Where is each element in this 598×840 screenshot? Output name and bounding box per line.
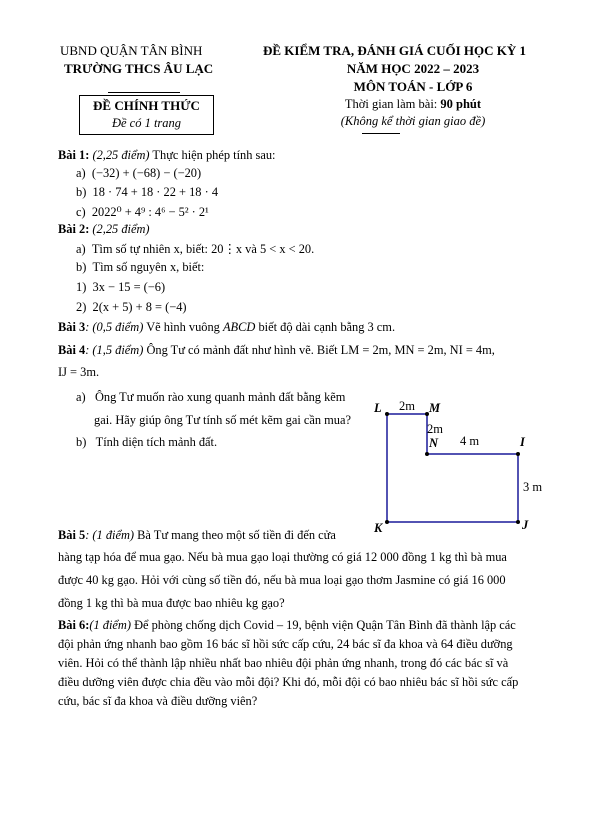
length-mn: 2m xyxy=(427,422,443,436)
bai1-c-label: c) xyxy=(76,205,86,219)
label-l: L xyxy=(374,401,382,415)
bai2-heading xyxy=(58,222,150,237)
bai2-a-text: Tìm số tự nhiên x, biết: 20⋮x và 5 < x < 20. xyxy=(91,242,315,256)
bai1-b-label: b) xyxy=(76,185,87,199)
bai5-points: : (1 điểm) xyxy=(85,528,135,542)
bai2-1-label: 1) xyxy=(76,280,87,294)
bai4-a-line2: gai. Hãy giúp ông Tư tính số mét kẽm gai cần mua? xyxy=(94,413,351,427)
bai1-item-b xyxy=(76,185,218,200)
bai2-2-label: 2) xyxy=(76,300,87,314)
exam-time xyxy=(263,97,563,112)
point-j xyxy=(516,520,520,524)
bai3-text-before: Vẽ hình vuông xyxy=(143,320,223,334)
subject: MÔN TOÁN - LỚP 6 xyxy=(353,79,473,94)
bai6-line5: cứu, bác sĩ đa khoa và điều dưỡng viên? xyxy=(58,694,258,708)
bai2-1-text: 3x − 15 = (−6) xyxy=(92,280,166,294)
bai4-a-label: a) xyxy=(76,390,86,404)
bai1-b-expr: 18 · 74 + 18 · 22 + 18 · 4 xyxy=(92,185,219,199)
point-n xyxy=(425,452,429,456)
bai4-b-label: b) xyxy=(76,435,87,449)
bai2-title: Bài 2: xyxy=(58,222,90,236)
school-year: NĂM HỌC 2022 – 2023 xyxy=(346,61,480,76)
bai1-text: Thực hiện phép tính sau: xyxy=(149,148,276,162)
bai6-points: (1 điểm) xyxy=(89,618,131,632)
length-lm: 2m xyxy=(399,399,415,413)
bai1-c-expr: 2022⁰ + 4⁹ : 4⁶ − 5² · 2¹ xyxy=(91,205,209,219)
bai1-item-a xyxy=(76,166,201,181)
bai4-a-line1: Ông Tư muốn rào xung quanh mảnh đất bằng kẽm xyxy=(94,390,346,404)
length-ij: 3 m xyxy=(523,480,543,494)
bai5-title: Bài 5 xyxy=(58,528,86,542)
bai2-a-label: a) xyxy=(76,242,86,256)
official-label: ĐỀ CHÍNH THỨC xyxy=(93,98,200,113)
bai2-item-b xyxy=(76,260,204,275)
bai2-2-text: 2(x + 5) + 8 = (−4) xyxy=(92,300,187,314)
point-k xyxy=(385,520,389,524)
bai4-heading xyxy=(58,343,495,358)
land-outline xyxy=(387,414,518,522)
bai2-item-2 xyxy=(76,300,187,315)
land-figure xyxy=(360,395,560,535)
bai2-item-1 xyxy=(76,280,165,295)
bai2-b-text: Tìm số nguyên x, biết: xyxy=(92,260,205,274)
point-l xyxy=(385,412,389,416)
bai4-title: Bài 4 xyxy=(58,343,86,357)
bai4-item-a xyxy=(76,390,345,405)
header-underline-right xyxy=(362,133,400,134)
bai4-points: : (1,5 điểm) xyxy=(85,343,144,357)
bai5-line4: đồng 1 kg thì bà mua được bao nhiêu kg gạo? xyxy=(58,596,285,610)
bai1-a-label: a) xyxy=(76,166,86,180)
bai1-title: Bài 1: xyxy=(58,148,90,162)
length-ni: 4 m xyxy=(460,434,480,448)
bai3-points: : (0,5 điểm) xyxy=(85,320,144,334)
bai5-line3: được 40 kg gạo. Hỏi với cùng số tiền đó, nếu bà mua loại gạo thơm Jasmine có giá 16 000 xyxy=(58,573,506,587)
label-j: J xyxy=(522,518,529,532)
bai1-heading xyxy=(58,148,275,163)
bai3-shape: ABCD xyxy=(222,320,256,334)
bai1-a-expr: (−32) + (−68) − (−20) xyxy=(91,166,202,180)
bai4-b-text: Tính diện tích mảnh đất. xyxy=(95,435,218,449)
page-count: Đề có 1 trang xyxy=(111,116,182,130)
bai6-title: Bài 6: xyxy=(58,618,90,632)
bai6-line2: đội phản ứng nhanh bao gồm 16 bác sĩ hồi sức cấp cứu, 24 bác sĩ đa khoa và 64 điều dưỡng xyxy=(58,637,513,651)
label-m: M xyxy=(429,401,441,415)
bai3-heading xyxy=(58,320,395,335)
bai5-line1: Bà Tư mang theo một số tiền đi đến cửa xyxy=(134,528,336,542)
district-name: UBND QUẬN TÂN BÌNH xyxy=(60,43,203,58)
bai5-line2: hàng tạp hóa để mua gạo. Nếu bà mua gạo loại thường có giá 12 000 đồng 1 kg thì bà mua xyxy=(58,550,507,564)
bai6-heading xyxy=(58,618,516,633)
bai1-item-c xyxy=(76,204,209,220)
bai6-line3: viên. Hỏi có thể thành lập nhiều nhất bao nhiêu đội phản ứng nhanh, trong đó các bác sĩ và xyxy=(58,656,509,670)
exam-title: ĐỀ KIỂM TRA, ĐÁNH GIÁ CUỐI HỌC KỲ 1 xyxy=(263,43,527,58)
bai1-points: (2,25 điểm) xyxy=(92,148,150,162)
bai2-item-a xyxy=(76,241,314,257)
exam-time-value: 90 phút xyxy=(440,97,482,111)
bai4-text-line2: IJ = 3m. xyxy=(58,365,100,379)
bai4-text-line1: Ông Tư có mảnh đất như hình vẽ. Biết LM = 2m, MN = 2m, NI = 4m, xyxy=(143,343,495,357)
header-underline-left xyxy=(108,92,180,93)
exam-time-note: (Không kể thời gian giao đề) xyxy=(340,114,486,128)
label-i: I xyxy=(520,435,525,449)
bai2-points: (2,25 điểm) xyxy=(89,222,150,236)
bai4-item-b xyxy=(76,435,217,450)
bai6-line1: Để phòng chống dịch Covid – 19, bệnh viện Quận Tân Bình đã thành lập các xyxy=(130,618,516,632)
point-i xyxy=(516,452,520,456)
label-n: N xyxy=(429,436,439,450)
label-k: K xyxy=(374,521,383,535)
bai2-b-label: b) xyxy=(76,260,87,274)
bai3-title: Bài 3 xyxy=(58,320,86,334)
bai3-text-after: biết độ dài cạnh bằng 3 cm. xyxy=(255,320,396,334)
exam-time-label: Thời gian làm bài: xyxy=(344,97,441,111)
school-name: TRƯỜNG THCS ÂU LẠC xyxy=(64,61,214,76)
bai5-heading xyxy=(58,528,336,543)
bai6-line4: điều dưỡng viên được chia đều vào mỗi đội? Khi đó, mỗi đội có bao nhiêu bác sĩ hồi sức cấp xyxy=(58,675,519,689)
